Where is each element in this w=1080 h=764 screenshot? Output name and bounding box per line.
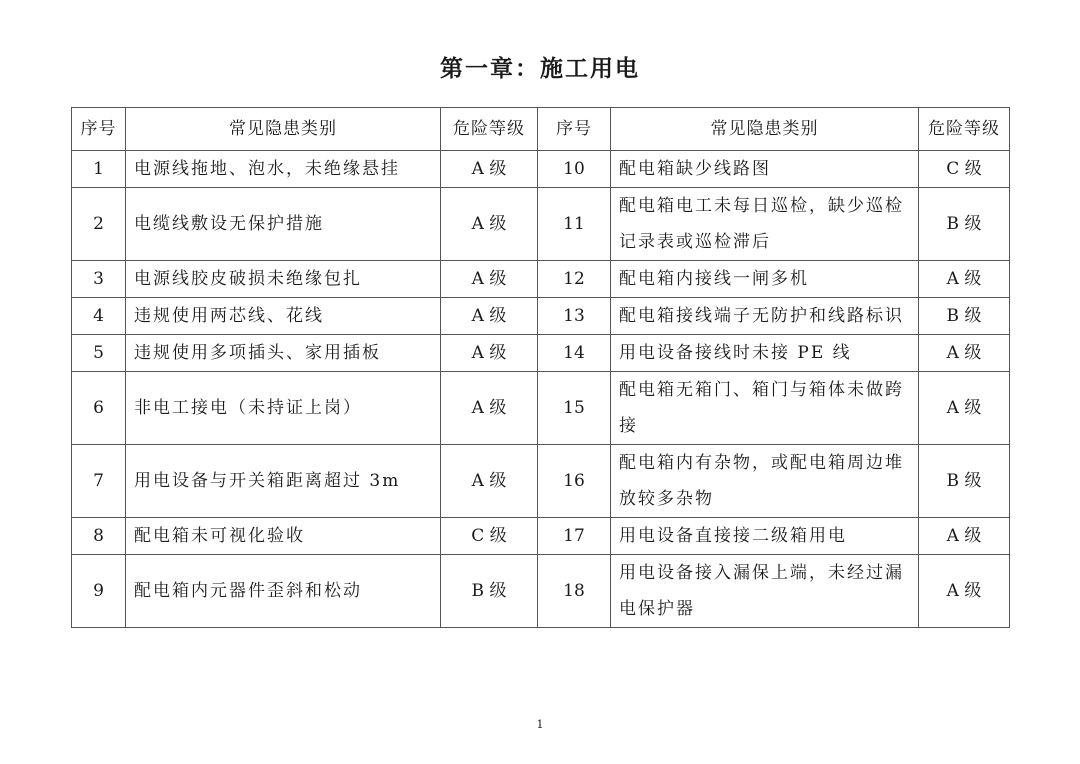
table-row [72,151,1010,188]
hazard-description: 违规使用多项插头、家用插板 [126,335,441,372]
risk-level: A 级 [919,335,1010,372]
page-title: 第一章：施工用电 [440,55,640,82]
header-seq-right: 序号 [538,108,611,151]
seq-cell: 6 [72,372,126,445]
risk-level: A 级 [919,372,1010,445]
hazard-description: 非电工接电（未持证上岗） [126,372,441,445]
seq-cell: 5 [72,335,126,372]
table-row [72,298,1010,335]
page-number: 1 [536,718,544,731]
seq-cell: 4 [72,298,126,335]
seq-cell: 13 [538,298,611,335]
header-level-right: 危险等级 [919,108,1010,151]
seq-cell: 3 [72,261,126,298]
risk-level: A 级 [919,261,1010,298]
seq-cell: 7 [72,445,126,518]
hazard-description: 配电箱缺少线路图 [611,151,919,188]
risk-level: A 级 [441,372,538,445]
header-category-right: 常见隐患类别 [611,108,919,151]
seq-cell: 17 [538,518,611,555]
hazard-description: 电缆线敷设无保护措施 [126,188,441,261]
header-level-left: 危险等级 [441,108,538,151]
seq-cell: 2 [72,188,126,261]
hazard-description: 配电箱电工未每日巡检，缺少巡检记录表或巡检滞后 [611,188,919,261]
hazard-description: 电源线拖地、泡水，未绝缘悬挂 [126,151,441,188]
hazard-description: 配电箱内元器件歪斜和松动 [126,555,441,628]
risk-level: A 级 [441,188,538,261]
hazard-description: 配电箱内接线一闸多机 [611,261,919,298]
seq-cell: 14 [538,335,611,372]
risk-level: B 级 [919,298,1010,335]
table-row [72,261,1010,298]
hazard-description: 配电箱接线端子无防护和线路标识 [611,298,919,335]
hazard-description: 配电箱未可视化验收 [126,518,441,555]
table-row [72,555,1010,628]
table-row [72,445,1010,518]
risk-level: A 级 [441,151,538,188]
table-row [72,372,1010,445]
risk-level: C 级 [441,518,538,555]
table-row [72,188,1010,261]
risk-level: A 级 [441,261,538,298]
risk-level: A 级 [919,555,1010,628]
table-row [72,518,1010,555]
seq-cell: 9 [72,555,126,628]
seq-cell: 12 [538,261,611,298]
hazard-description: 用电设备接入漏保上端，未经过漏电保护器 [611,555,919,628]
hazard-description: 用电设备直接接二级箱用电 [611,518,919,555]
hazard-description: 电源线胶皮破损未绝缘包扎 [126,261,441,298]
risk-level: A 级 [919,518,1010,555]
risk-level: B 级 [441,555,538,628]
risk-level: B 级 [919,445,1010,518]
header-seq-left: 序号 [72,108,126,151]
risk-level: A 级 [441,298,538,335]
seq-cell: 18 [538,555,611,628]
hazard-description: 用电设备与开关箱距离超过 3m [126,445,441,518]
hazard-description: 配电箱内有杂物，或配电箱周边堆放较多杂物 [611,445,919,518]
header-category-left: 常见隐患类别 [126,108,441,151]
seq-cell: 11 [538,188,611,261]
seq-cell: 15 [538,372,611,445]
seq-cell: 10 [538,151,611,188]
hazard-description: 违规使用两芯线、花线 [126,298,441,335]
risk-level: A 级 [441,445,538,518]
table-header [72,108,1010,151]
hazard-table [71,107,1010,628]
seq-cell: 1 [72,151,126,188]
hazard-description: 用电设备接线时未接 PE 线 [611,335,919,372]
risk-level: B 级 [919,188,1010,261]
seq-cell: 8 [72,518,126,555]
seq-cell: 16 [538,445,611,518]
table-row [72,335,1010,372]
risk-level: A 级 [441,335,538,372]
risk-level: C 级 [919,151,1010,188]
hazard-description: 配电箱无箱门、箱门与箱体未做跨接 [611,372,919,445]
